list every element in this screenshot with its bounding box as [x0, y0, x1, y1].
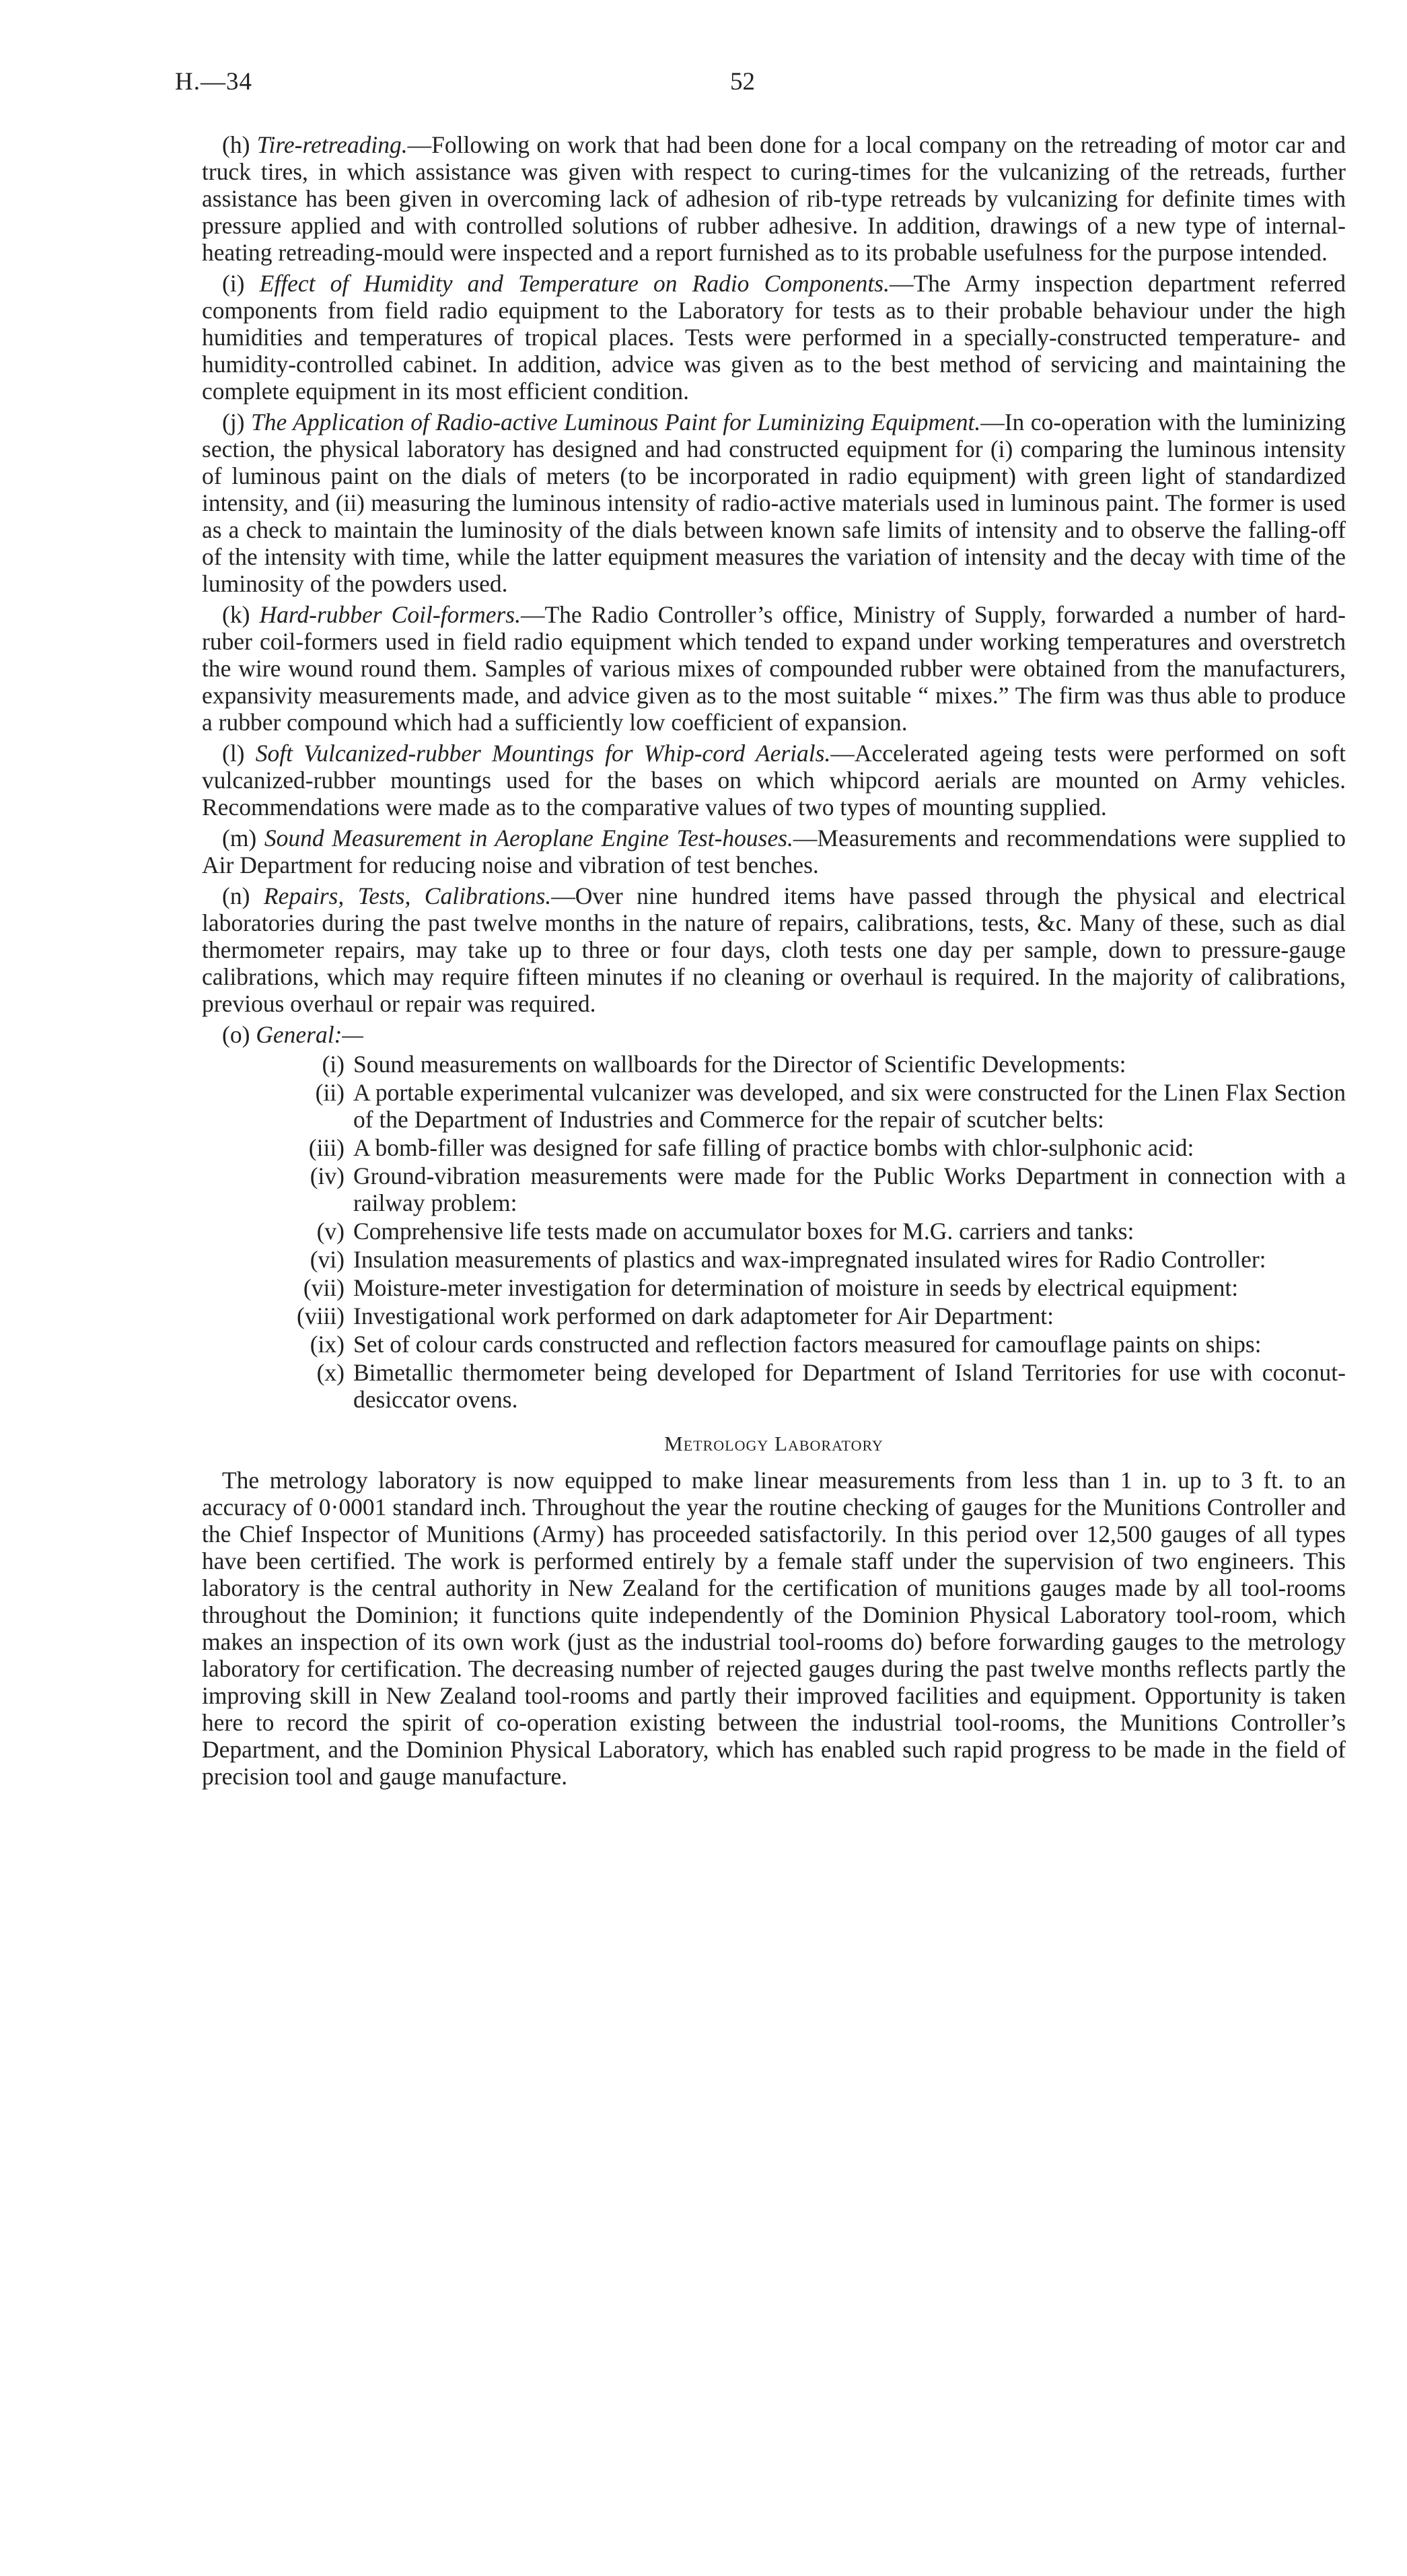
list-item-text: A portable experimental vulcanizer was developed, and six were constructed for the Linen Flax Section of the Department of Industries and Commerce for the repair of scutcher belts:: [353, 1079, 1346, 1133]
list-item-text: Bimetallic thermometer being developed for Department of Island Territories for use with coconut-desiccator ovens.: [353, 1359, 1346, 1413]
paragraph-label: (i): [222, 270, 245, 297]
paragraph-label: (j): [222, 409, 245, 436]
document-reference: H.—34: [175, 68, 252, 96]
paragraph-title: Sound Measurement in Aeroplane Engine Test-houses.: [264, 825, 793, 851]
list-item-text: Insulation measurements of plastics and wax-impregnated insulated wires for Radio Controller:: [353, 1246, 1266, 1273]
list-item: [202, 1331, 1346, 1358]
list-item: [202, 1162, 1346, 1216]
page-header: [175, 67, 1360, 101]
list-item-number: (viii): [297, 1302, 345, 1329]
paragraph-text: —Over nine hundred items have passed through the physical and electrical laboratories during the past twelve months in the nature of repairs, calibrations, tests, &c. Many of these, such as dial thermometer repairs, may take up to three or four days, cloth tests one day per sample, down to pressure-gauge calibrations, which may require fifteen minutes if no cleaning or overhaul is required. In the majority of calibrations, previous overhaul or repair was required.: [202, 882, 1346, 1017]
paragraph-label: (o): [222, 1021, 250, 1048]
paragraph-title: Tire-retreading.: [256, 131, 408, 158]
list-item: [202, 1246, 1346, 1273]
paragraph-l: [202, 740, 1346, 821]
paragraph-label: (m): [222, 825, 257, 851]
list-item-text: Set of colour cards constructed and reflection factors measured for camouflage paints on ships:: [353, 1331, 1262, 1358]
list-item-number: (vi): [310, 1246, 345, 1273]
paragraph-k: [202, 601, 1346, 736]
list-item-number: (iv): [310, 1162, 345, 1189]
list-item-number: (ix): [310, 1331, 345, 1358]
list-item: [202, 1274, 1346, 1301]
list-item-text: Comprehensive life tests made on accumulator boxes for M.G. carriers and tanks:: [353, 1218, 1134, 1245]
paragraph-title: Soft Vulcanized-rubber Mountings for Whip-cord Aerials.: [255, 740, 831, 767]
paragraph-n: [202, 882, 1346, 1017]
metrology-paragraph: The metrology laboratory is now equipped to make linear measurements from less than 1 in. up to 3 ft. to an accuracy of 0·0001 standard inch. Throughout the year the routine checking of gauges for the Munitions Controller and the Chief Inspector of Munitions (Army) has proceeded satisfactorily. In this period over 12,500 gauges of all types have been certified. The work is performed entirely by a female staff under the supervision of two engineers. This laboratory is the central authority in New Zealand for the certification of munitions gauges made by all tool-rooms throughout the Dominion; it functions quite independently of the Dominion Physical Laboratory tool-room, which makes an inspection of its own work (just as the industrial tool-rooms do) before forwarding gauges to the metrology laboratory for certification. The decreasing number of rejected gauges during the past twelve months reflects partly the improving skill in New Zealand tool-rooms and partly their improved facilities and equipment. Opportunity is taken here to record the spirit of co-operation existing between the industrial tool-rooms, the Munitions Controller’s Department, and the Dominion Physical Laboratory, which has enabled such rapid progress to be made in the field of precision tool and gauge manufacture.: [202, 1467, 1346, 1790]
list-item: [202, 1079, 1346, 1133]
list-item-number: (iii): [308, 1134, 345, 1161]
general-heading: [222, 1021, 1346, 1048]
list-item: [202, 1359, 1346, 1413]
paragraph-h: [202, 131, 1346, 266]
list-item: [202, 1218, 1346, 1245]
paragraph-label: (h): [222, 131, 250, 158]
list-item-text: Sound measurements on wallboards for the Director of Scientific Developments:: [353, 1051, 1126, 1078]
list-item-text: Investigational work performed on dark adaptometer for Air Department:: [353, 1302, 1054, 1329]
list-item-text: Moisture-meter investigation for determination of moisture in seeds by electrical equipment:: [353, 1274, 1239, 1301]
paragraph-text: —Measurements and recommendations were supplied to Air Department for reducing noise and vibration of test benches.: [202, 825, 1346, 878]
list-item: [202, 1134, 1346, 1161]
paragraph-title: General:—: [256, 1021, 363, 1048]
paragraph-text: —Accelerated ageing tests were performed on soft vulcanized-rubber mountings used for the bases on which whipcord aerials are mounted on Army vehicles. Recommendations were made as to the comparative values of two types of mounting supplied.: [202, 740, 1346, 821]
paragraph-j: [202, 409, 1346, 597]
list-item: [202, 1051, 1346, 1078]
paragraph-label: (k): [222, 601, 250, 628]
list-item-number: (i): [322, 1051, 345, 1078]
paragraph-text: —Following on work that had been done for a local company on the retreading of motor car and truck tires, in which assistance was given with respect to curing-times for the vulcanizing of the retreads, further assistance has been given in overcoming lack of adhesion of rib-type retreads by vulcanizing for definite times with pressure applied and with controlled solutions of rubber adhesive. In addition, drawings of a new type of internal-heating retreading-mould were inspected and a report furnished as to its probable usefulness for the purpose intended.: [202, 131, 1346, 266]
paragraph-text: —In co-operation with the luminizing section, the physical laboratory has designed and had constructed equipment for (i) comparing the luminous intensity of luminous paint on the dials of meters (to be incorporated in radio equipment) with green light of standardized intensity, and (ii) measuring the luminous intensity of radio-active materials used in luminous paint. The former is used as a check to maintain the luminosity of the dials between known safe limits of intensity and to observe the falling-off of the intensity with time, while the latter equipment measures the variation of intensity and the decay with time of the luminosity of the powders used.: [202, 409, 1346, 597]
list-item-number: (vii): [303, 1274, 345, 1301]
list-item-number: (ii): [315, 1079, 345, 1106]
general-list: [202, 1051, 1346, 1413]
document-body: [202, 131, 1346, 1794]
list-item-text: Ground-vibration measurements were made for the Public Works Department in connection with a railway problem:: [353, 1162, 1346, 1216]
list-item-text: A bomb-filler was designed for safe filling of practice bombs with chlor-sulphonic acid:: [353, 1134, 1194, 1161]
paragraph-i: [202, 270, 1346, 405]
paragraph-label: (n): [222, 882, 250, 909]
list-item: [202, 1302, 1346, 1329]
list-item-number: (v): [316, 1218, 345, 1245]
paragraph-title: Hard-rubber Coil-formers.: [259, 601, 521, 628]
paragraph-text: —The Army inspection department referred components from field radio equipment to the Laboratory for tests as to their probable behaviour under the high humidities and temperatures of tropical places. Tests were performed in a specially-constructed temperature- and humidity-controlled cabinet. In addition, advice was given as to the best method of servicing and maintaining the complete equipment in its most efficient condition.: [202, 270, 1346, 405]
section-heading: Metrology Laboratory: [664, 1432, 883, 1455]
paragraph-m: [202, 825, 1346, 878]
paragraph-title: Effect of Humidity and Temperature on Radio Components.: [259, 270, 890, 297]
page-number: 52: [730, 68, 755, 96]
paragraph-title: The Application of Radio-active Luminous Paint for Luminizing Equipment.: [251, 409, 981, 436]
paragraph-label: (l): [222, 740, 245, 767]
list-item-number: (x): [316, 1359, 345, 1386]
paragraph-title: Repairs, Tests, Calibrations.: [263, 882, 552, 909]
paragraph-text: —The Radio Controller’s office, Ministry of Supply, forwarded a number of hard-ruber coil-formers used in field radio equipment which tended to expand under working temperatures and overstretch the wire wound round them. Samples of various mixes of compounded rubber were obtained from the manufacturers, expansivity measurements made, and advice given as to the most suitable “ mixes.” The firm was thus able to produce a rubber compound which had a sufficiently low coefficient of expansion.: [202, 601, 1346, 736]
